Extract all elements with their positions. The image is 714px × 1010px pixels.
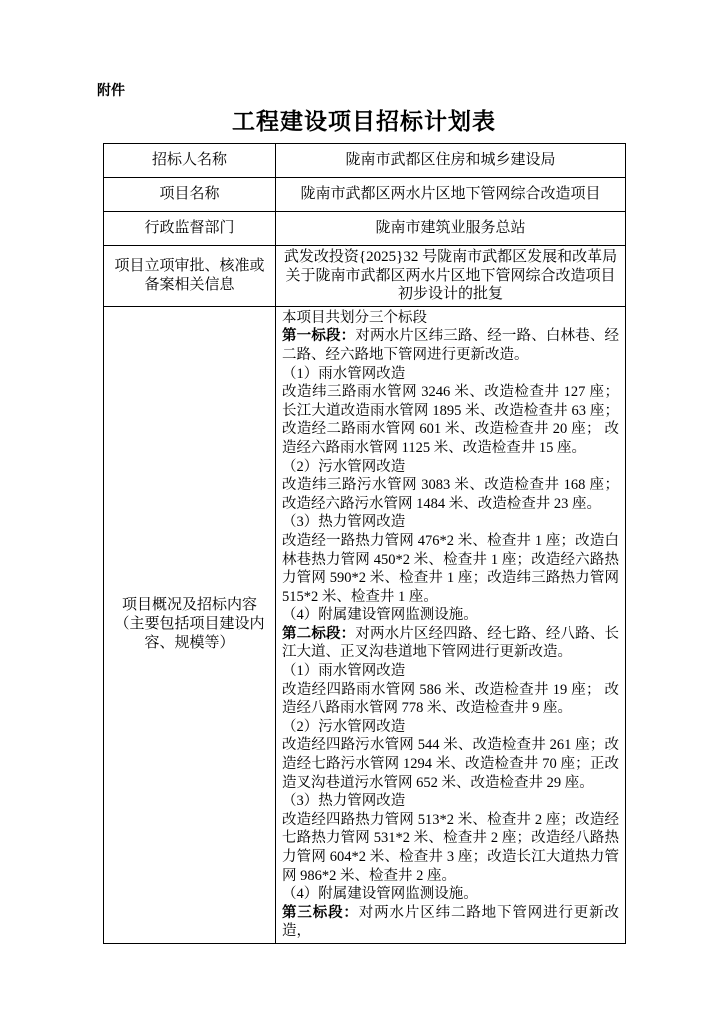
overview-paragraph: 改造经一路热力管网 476*2 米、检查井 1 座；改造白林巷热力管网 450*2 米、检查井 1 座；改造经六路热力管网 590*2 米、检查井 1 座；改造纬三路热力管网 515*2 米、检查井 1 座。: [282, 532, 619, 605]
overview-paragraph: （1）雨水管网改造: [282, 365, 406, 382]
row-label-project-overview: 项目概况及招标内容（主要包括项目建设内容、规模等）: [104, 306, 276, 943]
overview-paragraph: （2）污水管网改造: [282, 718, 406, 735]
row-value-project-overview: [276, 306, 626, 943]
table-row-project-overview: [104, 306, 626, 943]
overview-paragraph: （4）附属建设管网监测设施。: [282, 607, 478, 624]
row-label-supervision-dept: 行政监督部门: [104, 212, 276, 246]
table-row-bidder: [104, 144, 626, 178]
table-row-approval-info: [104, 246, 626, 307]
attachment-label: 附件: [97, 84, 125, 99]
overview-paragraph: 改造纬三路雨水管网 3246 米、改造检查井 127 座；长江大道改造雨水管网 1895 米、改造检查井 63 座；改造经二路雨水管网 601 米、改造检查井 20 座； 改造经六路雨水管网 1125 米、改造检查井 15 座。: [282, 384, 619, 456]
table-row-project-name: [104, 178, 626, 212]
overview-paragraph: 本项目共划分三个标段: [282, 309, 427, 326]
overview-paragraph: 改造经四路雨水管网 586 米、改造检查井 19 座； 改造经八路雨水管网 778 米、改造检查井 9 座。: [282, 681, 619, 717]
bidding-plan-table: [103, 143, 626, 944]
page-title: 工程建设项目招标计划表: [232, 109, 496, 134]
overview-paragraph: （4）附属建设管网监测设施。: [282, 886, 478, 903]
row-value-supervision-dept: 陇南市建筑业服务总站: [276, 212, 626, 246]
row-label-approval-info: 项目立项审批、核准或备案相关信息: [104, 246, 276, 307]
section-heading: 第一标段：: [282, 328, 356, 345]
overview-paragraph: 第一标段：对两水片区纬三路、经一路、白林巷、经二路、经六路地下管网进行更新改造。: [282, 328, 619, 363]
overview-paragraph: 改造经四路污水管网 544 米、改造检查井 261 座；改造经七路污水管网 1294 米、改造检查井 70 座；正改造叉沟巷道污水管网 652 米、改造检查井 29 座。: [282, 737, 619, 791]
row-value-bidder: 陇南市武都区住房和城乡建设局: [276, 144, 626, 178]
overview-paragraph: 第二标段：对两水片区经四路、经七路、经八路、长江大道、正叉沟巷道地下管网进行更新改造。: [282, 625, 619, 661]
table-row-supervision-dept: [104, 212, 626, 246]
row-label-bidder: 招标人名称: [104, 144, 276, 178]
row-value-approval-info: 武发改投资{2025}32 号陇南市武都区发展和改革局关于陇南市武都区两水片区地下管网综合改造项目初步设计的批复: [276, 246, 626, 307]
overview-paragraph: （3）热力管网改造: [282, 514, 406, 531]
row-value-project-name: 陇南市武都区两水片区地下管网综合改造项目: [276, 178, 626, 212]
overview-paragraph: 第三标段：对两水片区纬二路地下管网进行更新改造，: [282, 904, 620, 940]
section-heading: 第三标段：: [282, 904, 359, 921]
overview-paragraph: 改造经四路热力管网 513*2 米、检查井 2 座；改造经七路热力管网 531*2 米、检查井 2 座；改造经八路热力管网 604*2 米、检查井 3 座；改造长江大道热力管网 986*2 米、检查井 2 座。: [282, 811, 619, 884]
section-heading: 第二标段：: [282, 625, 356, 642]
overview-paragraph: （2）污水管网改造: [282, 458, 406, 475]
overview-paragraph: （1）雨水管网改造: [282, 663, 406, 680]
overview-paragraph: 改造纬三路污水管网 3083 米、改造检查井 168 座；改造经六路污水管网 1484 米、改造检查井 23 座。: [282, 477, 619, 512]
row-label-project-name: 项目名称: [104, 178, 276, 212]
overview-paragraph: （3）热力管网改造: [282, 793, 406, 810]
